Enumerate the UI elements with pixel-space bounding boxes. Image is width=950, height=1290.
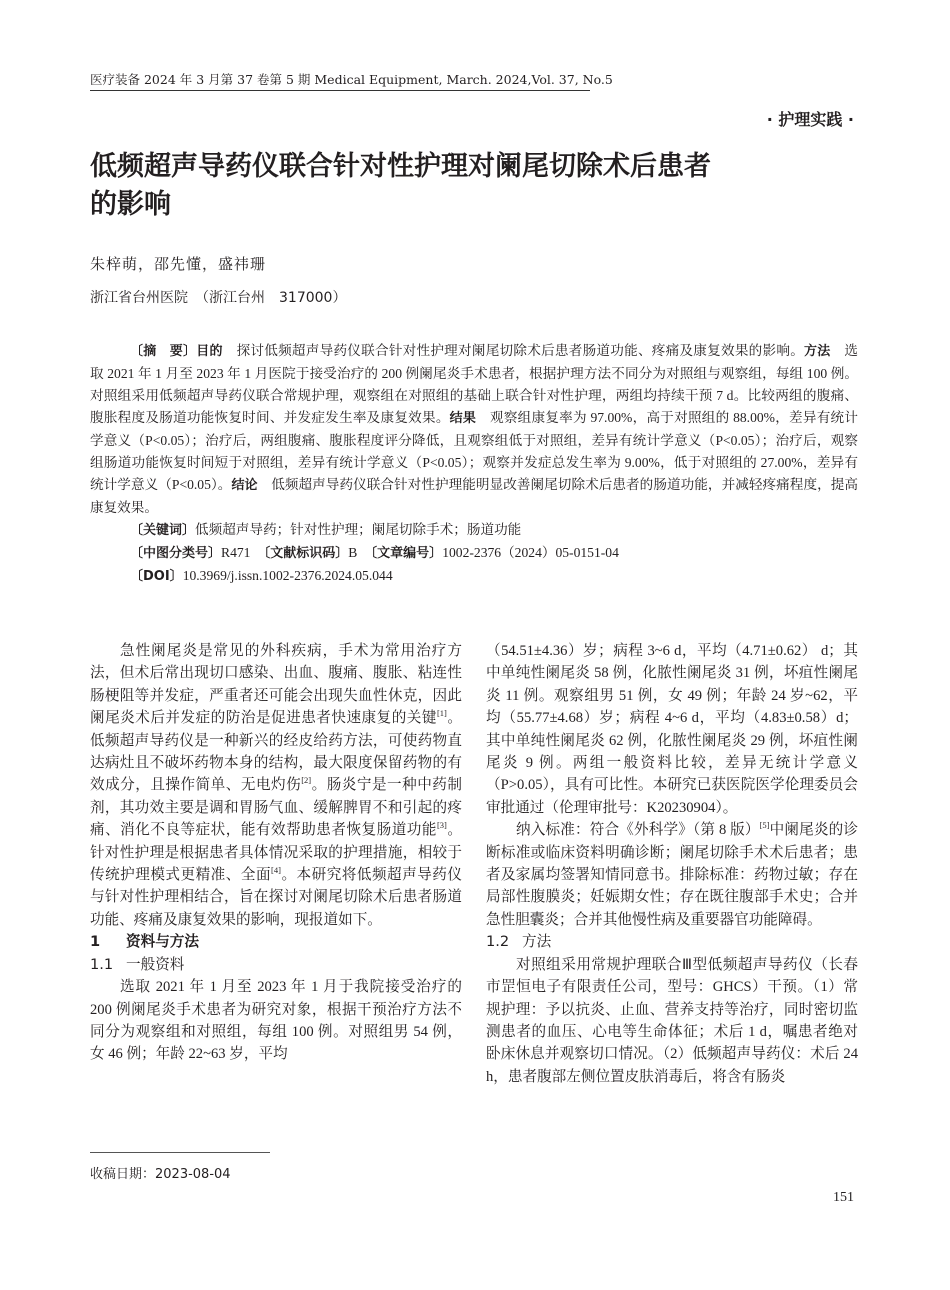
section-number: 1.2 [486,933,510,951]
citation-2[interactable]: [2] [301,775,312,786]
citation-3[interactable]: [3] [436,820,447,831]
keywords-label: 〔关键词〕 [130,523,196,538]
section-title: 方法 [522,933,552,951]
abstract-body [90,340,858,519]
abstract [90,340,858,588]
article-title [90,148,810,224]
title-line-2: 的影响 [90,189,171,220]
methods-paragraph: 对照组采用常规护理联合Ⅲ型低频超声导药仪（长春市罡恒电子有限责任公司，型号：GHCS）干预。（1）常规护理：予以抗炎、止血、营养支持等治疗，同时密切监测患者的血压、心电等生命体征；术后 1 d，嘱患者绝对卧床休息并观察切口情况。（2）低频超声导药仪：术后 24 h，患者腹部左侧位置皮肤消毒后，将含有肠炎 [486,956,858,1085]
body-column-right [486,640,858,1088]
articleno-label: 〔文章编号〕 [364,546,443,561]
section-number: 1 [90,933,101,951]
section-heading-1-1 [90,954,462,976]
keywords-line [90,519,858,542]
running-head: 医疗装备 2024 年 3 月第 37 卷第 5 期 Medical Equipment, March. 2024,Vol. 37, No.5 [90,72,613,87]
clc-value: R471 [221,545,251,560]
doccode-value: B [348,545,358,560]
conclusion-label: 结论 [231,478,258,493]
results-label: 结果 [449,411,477,426]
objective-label: 目的 [196,344,223,359]
intro-text: 。低频超声导药仪是一种新兴的经皮给药方法，可使药物直达病灶且不破坏药物本身的结构，最大限度保留药物的有效成分，且操作简单、无电灼伤 [90,710,462,794]
citation-1[interactable]: [1] [436,708,447,719]
inclusion-paragraph [486,819,858,931]
results-text: 观察组康复率为 97.00%，高于对照组的 88.00%，差异有统计学意义（P<0.05）；治疗后，两组腹痛、腹胀程度评分降低，且观察组低于对照组，差异有统计学意义（P<0.05）；治疗后，观察组肠道功能恢复时间短于对照组，差异有统计学意义（P<0.05）；观察并发症总发生率为 9.00%，低于对照组的 27.00%，差异有统计学意义（P<0.05）。 [90,410,858,492]
abstract-label: 〔摘 要〕 [130,344,197,359]
body-column-left [90,640,462,1066]
methods-text: 选取 2021 年 1 月至 2023 年 1 月医院于接受治疗的 200 例阑尾炎手术患者，根据护理方法不同分为对照组与观察组，每组 100 例。对照组采用低频超声导药仪联合常规护理，观察组在对照组的基础上联合针对性护理，两组均持续干预 7 d。比较两组的腹痛、腹胀程度及肠道功能恢复时间、并发症发生率及康复效果。 [90,343,858,425]
header-rule [90,90,590,91]
authors: 朱梓萌，邵先懂，盛祎珊 [90,255,267,273]
section-heading-1-2 [486,931,858,953]
objective-text: 探讨低频超声导药仪联合针对性护理对阑尾切除术后患者肠道功能、疼痛及康复效果的影响。 [222,343,805,358]
general-info-continued: （54.51±4.36）岁；病程 3~6 d，平均（4.71±0.62） d；其中单纯性阑尾炎 58 例，化脓性阑尾炎 31 例，坏疽性阑尾炎 11 例。观察组男 51 例，女 49 例；年龄 24 岁~62，平均（55.77±4.68）岁；病程 4~6 d，平均（4.83±0.58）d；其中单纯性阑尾炎 62 例，化脓性阑尾炎 29 例，坏疽性阑尾炎 9 例。两组一般资料比较，差异无统计学意义（P>0.05），具有可比性。本研究已获医院医学伦理委员会审批通过（伦理审批号：K20230904）。 [486,643,858,816]
general-info-paragraph: 选取 2021 年 1 月至 2023 年 1 月于我院接受治疗的 200 例阑尾炎手术患者为研究对象，根据干预治疗方法不同分为观察组和对照组，每组 100 例。对照组男 54 例，女 46 例；年龄 22~63 岁，平均 [90,979,462,1063]
section-title: 资料与方法 [126,933,199,951]
inclusion-text: 纳入标准：符合《外科学》（第 8 版） [516,822,760,839]
intro-text: 。肠炎宁是一种中药制剂，其功效主要是调和胃肠气血、缓解脾胃不和引起的疼痛、消化不良等症状，能有效帮助患者恢复肠道功能 [90,777,462,839]
section-heading-1 [90,931,462,953]
articleno-value: 1002-2376（2024）05-0151-04 [442,545,619,560]
doi-line [90,565,858,588]
received-date: 收稿日期：2023-08-04 [90,1167,231,1182]
footnote-rule [90,1152,270,1153]
affiliation: 浙江省台州医院 （浙江台州 317000） [90,290,347,306]
classification-line [90,542,858,565]
citation-5[interactable]: [5] [759,820,770,831]
methods-label: 方法 [804,344,831,359]
clc-label: 〔中图分类号〕 [130,546,222,561]
doccode-label: 〔文献标识码〕 [257,546,349,561]
doi-label: 〔DOI〕 [130,569,183,584]
conclusion-text: 低频超声导药仪联合针对性护理能明显改善阑尾切除术后患者的肠道功能，并减轻疼痛程度，提高康复效果。 [90,477,858,515]
title-line-1: 低频超声导药仪联合针对性护理对阑尾切除术后患者 [90,151,711,182]
section-title: 一般资料 [126,955,185,973]
intro-text: 急性阑尾炎是常见的外科疾病，手术为常用治疗方法，但术后常出现切口感染、出血、腹痛、腹胀、粘连性肠梗阻等并发症，严重者还可能会出现失血性休克，因此阑尾炎术后并发症的防治是促进患者快速康复的关键 [90,643,462,727]
intro-paragraph [90,640,462,931]
inclusion-text: 中阑尾炎的诊断标准或临床资料明确诊断；阑尾切除手术术后患者；患者及家属均签署知情同意书。排除标准：药物过敏；存在局部性腹膜炎；妊娠期女性；存在既往腹部手术史；合并急性胆囊炎；合并其他慢性病及重要器官功能障碍。 [486,822,858,928]
section-tag: · 护理实践 · [766,110,854,129]
section-number: 1.1 [90,955,114,973]
citation-4[interactable]: [4] [271,865,281,876]
keywords-text: 低频超声导药；针对性护理；阑尾切除手术；肠道功能 [195,522,522,537]
page-number: 151 [833,1190,854,1205]
intro-text: 。本研究将低频超声导药仪与针对性护理相结合，旨在探讨对阑尾切除术后患者肠道功能、疼痛及康复效果的影响，现报道如下。 [90,867,462,928]
doi-link[interactable]: 10.3969/j.issn.1002-2376.2024.05.044 [182,568,393,583]
intro-text: 。针对性护理是根据患者具体情况采取的护理措施，相较于传统护理模式更精准、全面 [90,822,462,884]
